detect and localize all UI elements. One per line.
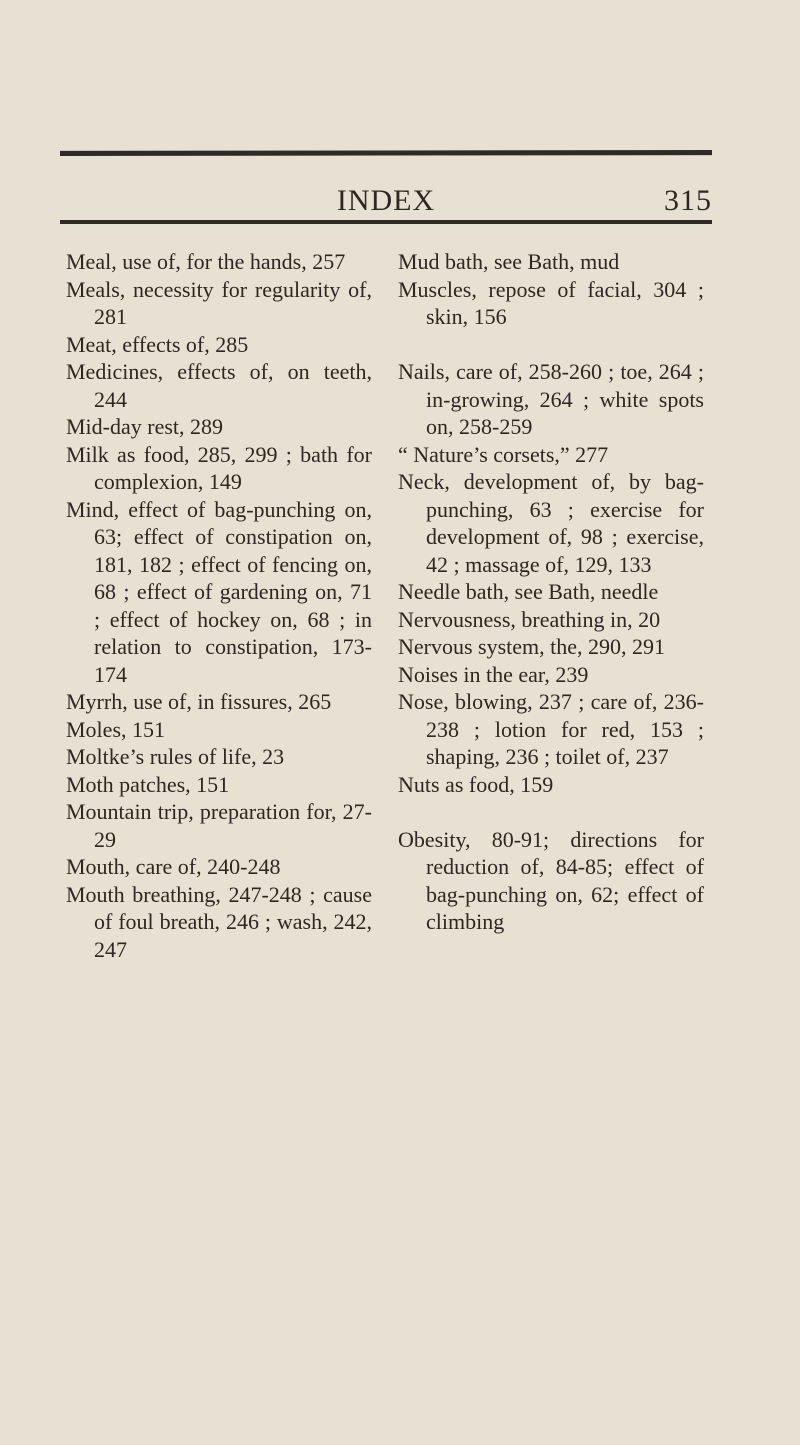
header-rule-top bbox=[60, 150, 712, 156]
index-entry: Meal, use of, for the hands, 257 bbox=[66, 249, 346, 274]
index-entry: Medicines, effects of, on teeth, 244 bbox=[66, 359, 372, 412]
index-column-left bbox=[66, 248, 372, 963]
index-entry: Mountain trip, preparation for, 27-29 bbox=[66, 799, 372, 852]
index-entry: Moltke’s rules of life, 23 bbox=[66, 744, 285, 769]
index-entry: Muscles, repose of facial, 304 ; skin, 156 bbox=[398, 276, 704, 329]
index-entry: Milk as food, 285, 299 ; bath for complexion, 149 bbox=[66, 441, 372, 494]
index-entry: Mid-day rest, 289 bbox=[66, 414, 224, 439]
index-entry: Obesity, 80-91; directions for reduction of, 84-85; effect of bag-punching on, 62; effect of climbing bbox=[398, 826, 704, 934]
index-entry: Nervousness, breathing in, 20 bbox=[398, 606, 661, 632]
index-entry: Nails, care of, 258-260 ; toe, 264 ; in-growing, 264 ; white spots on, 258-259 bbox=[398, 359, 704, 439]
index-entry: Nose, blowing, 237 ; care of, 236-238 ; lotion for red, 153 ; shaping, 236 ; toilet of, 237 bbox=[398, 689, 704, 769]
index-column-right bbox=[398, 248, 704, 936]
index-entry: Nervous system, the, 290, 291 bbox=[398, 634, 666, 659]
index-entry: Moth patches, 151 bbox=[66, 771, 230, 797]
index-entry: Myrrh, use of, in fissures, 265 bbox=[66, 689, 332, 714]
index-entry: Needle bath, see Bath, needle bbox=[398, 579, 659, 604]
page-title: INDEX bbox=[336, 184, 436, 217]
index-entry: “ Nature’s corsets,” 277 bbox=[398, 441, 609, 467]
index-entry: Neck, development of, by bag-punching, 63 ; exercise for development of, 98 ; exercise, 42 ; massage of, 129, 133 bbox=[398, 469, 704, 577]
section-gap bbox=[398, 331, 704, 359]
index-entry: Mouth breathing, 247-248 ; cause of foul breath, 246 ; wash, 242, 247 bbox=[66, 881, 372, 962]
index-entry: Mud bath, see Bath, mud bbox=[398, 249, 620, 274]
index-entry: Nuts as food, 159 bbox=[398, 771, 554, 797]
running-header bbox=[60, 172, 712, 218]
index-entry: Moles, 151 bbox=[66, 716, 165, 742]
index-entry: Noises in the ear, 239 bbox=[398, 661, 589, 687]
page-number: 315 bbox=[664, 184, 712, 217]
section-gap bbox=[398, 798, 704, 826]
index-entry: Meals, necessity for regularity of, 281 bbox=[66, 276, 372, 329]
header-rule-bottom bbox=[60, 220, 712, 224]
index-entry: Mind, effect of bag-punching on, 63; effect of constipation on, 181, 182 ; effect of fencing on, 68 ; effect of gardening on, 71 ; effect of hockey on, 68 ; in relation to constipation, 173-174 bbox=[66, 496, 372, 687]
index-entry: Mouth, care of, 240-248 bbox=[66, 854, 281, 879]
index-entry: Meat, effects of, 285 bbox=[66, 331, 249, 357]
